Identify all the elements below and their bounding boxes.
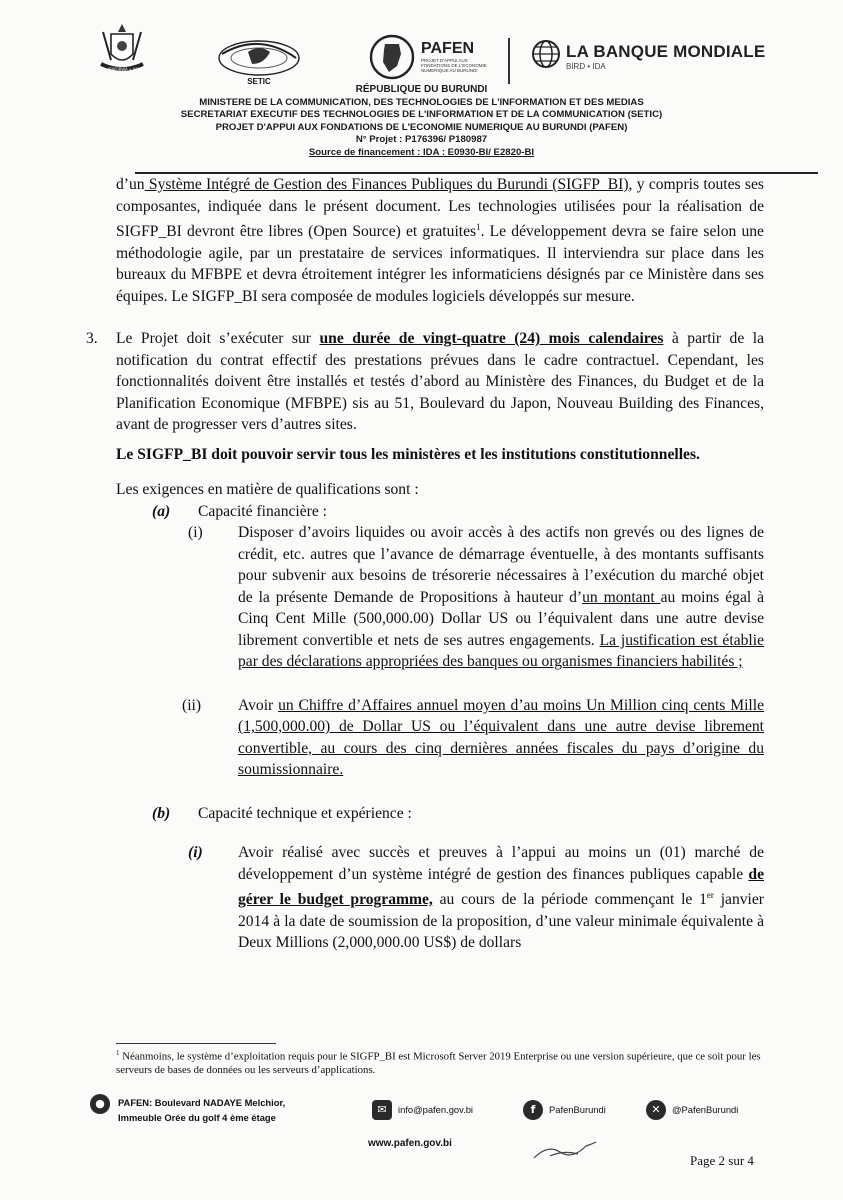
footer-address-line1: PAFEN: Boulevard NADAYE Melchior, xyxy=(118,1097,286,1108)
world-bank-subtitle: BIRD • IDA xyxy=(566,62,606,71)
item-a-ii-label: (ii) xyxy=(182,696,202,714)
footer-email[interactable]: info@pafen.gov.bi xyxy=(398,1104,474,1115)
bold-statement: Le SIGFP_BI doit pouvoir servir tous les ministères et les institutions constitutionnelles. xyxy=(116,445,700,463)
setic-logo xyxy=(212,34,306,90)
item-a-i-text: Disposer d’avoirs liquides ou avoir accès à des actifs non grevés ou des lignes de crédit, etc. autres que l’avance de démarrage éventuelle, à des montants suffisants pour subvenir aux besoins de trésorerie nécessaires à l’exécution du marché objet de la présente Demande de Propositions à hauteur d’un montant au moins égal à Cinq Cent Mille (500,000.00) Dollar US ou l’équivalent dans une autre devise librement convertible et nets de ses autres engagements. La justification est établie par des déclarations appropriées des banques ou organismes financiers habilités ; xyxy=(238,524,765,671)
letterhead-line: Source de financement : IDA : E0930-BI/ E2820-BI xyxy=(308,146,535,158)
item-a-ii xyxy=(116,695,764,781)
pafen-logo xyxy=(367,30,503,90)
footnote-mark: 1 xyxy=(116,1049,120,1057)
footnote xyxy=(116,1047,766,1077)
item-a-i-label: (i) xyxy=(188,524,203,542)
svg-text:SETIC: SETIC xyxy=(247,77,271,86)
pafen-subtitle: PROJET D'APPUI AUX FONDATIONS DE L'ECONOMIE NUMERIQUE AU BURUNDI xyxy=(421,58,487,73)
burundi-coat-of-arms-logo xyxy=(84,20,160,82)
requirements-intro: Les exigences en matière de qualifications sont : xyxy=(116,481,419,499)
item-b-i xyxy=(116,842,764,954)
x-twitter-icon: ✕ xyxy=(646,1100,666,1120)
globe-icon xyxy=(530,38,562,70)
svg-text:UBUMWE • IBIKORWA • AMAJAMBERE: UBUMWE • IBIKORWA • AMAJAMBERE xyxy=(84,67,160,72)
footer-x-handle[interactable]: @PafenBurundi xyxy=(672,1104,739,1115)
footnote-text: Néanmoins, le système d’exploitation requis pour le SIGFP_BI est Microsoft Server 2019 Enterprise ou une version supérieure, que ce soit pour les serveurs de bases de données ou les serveurs d’applications. xyxy=(116,1050,761,1076)
letterhead-line: RÉPUBLIQUE DU BURUNDI xyxy=(355,84,488,95)
section-b-label: (b) xyxy=(152,804,171,822)
letterhead-line: N° Projet : P176396/ P180987 xyxy=(355,134,488,146)
email-icon: ✉ xyxy=(372,1100,392,1120)
letterhead-line: PROJET D'APPUI AUX FONDATIONS DE L'ECONOMIE NUMERIQUE AU BURUNDI (PAFEN) xyxy=(215,121,628,133)
item-a-i xyxy=(116,522,764,673)
logo-separator xyxy=(508,38,510,84)
footnote-rule xyxy=(116,1043,276,1044)
section-a xyxy=(116,501,764,781)
footer-address-line2: Immeuble Orée du golf 4 ème étage xyxy=(118,1112,276,1123)
intro-paragraph: d’un Système Intégré de Gestion des Finances Publiques du Burundi (SIGFP_BI), y compris toutes ses composantes, indiquée dans le présent document. Les technologies utilisées pour la réalisation de SIGFP_BI devront être libres (Open Source) et gratuites$^1$. Le développement devra se faire selon une méthodologie agile, par un prestataire de services informatiques. Il interviendra sur place dans les bureaux du MFBPE et devra étroitement intégrer les informaticiens désignés par ce Ministère dans ses équipes. Le SIGFP_BI sera composée de modules logiciels développés sur mesure. xyxy=(116,176,764,305)
footer-website[interactable]: www.pafen.gov.bi xyxy=(368,1138,452,1149)
facebook-icon: f xyxy=(523,1100,543,1120)
list-number: 3. xyxy=(86,330,98,348)
world-bank-title: LA BANQUE MONDIALE xyxy=(566,42,766,61)
section-a-label: (a) xyxy=(152,502,171,520)
location-pin-icon: ● xyxy=(90,1094,110,1114)
footnote-ref: 1 xyxy=(476,222,481,232)
letterhead-line: MINISTERE DE LA COMMUNICATION, DES TECHNOLOGIES DE L'INFORMATION ET DES MEDIAS xyxy=(199,96,644,108)
item-a-ii-text: Avoir un Chiffre d’Affaires annuel moyen d’au moins Un Million cinq cents Mille (1,500,000.00) de Dollar US ou l’équivalent dans une autre devise librement convertible, au cours des cinq dernières années fiscales du pays d’origine du soumissionnaire. xyxy=(238,696,765,779)
letterhead-line: SECRETARIAT EXECUTIF DES TECHNOLOGIES DE L'INFORMATION ET DE LA COMMUNICATION (SETIC) xyxy=(180,109,663,121)
item-b-i-text: Avoir réalisé avec succès et preuves à l’appui au moins un (01) marché de développement d’un système intégré de gestion des finances publiques capable de gérer le budget programme, au cours de la période commençant le 1er janvier 2014 à la date de soumission de la proposition, d’une valeur minimale équivalente à Deux Millions (2,000,000.00 US$) de dollars xyxy=(238,844,764,952)
item-b-i-label: (i) xyxy=(188,844,203,862)
signature-image xyxy=(530,1138,600,1162)
item3-paragraph: Le Projet doit s’exécuter sur une durée de vingt-quatre (24) mois calendaires à partir de la notification du contrat effectif des prestations prévues dans le cadre contractuel. Cependant, les fonctionnalités doivent être installés et testés d’abord au Ministère des Finances, du Budget et de la Planification Economique (MFBPE) sis au 51, Boulevard du Japon, Nouveau Building des Finances, avant de progresser vers d’autres sites. xyxy=(116,330,764,434)
pafen-emblem-icon xyxy=(367,30,417,86)
section-b xyxy=(116,803,764,954)
letterhead-text xyxy=(0,84,843,160)
pafen-name: PAFEN xyxy=(421,40,475,57)
page-number: Page 2 sur 4 xyxy=(690,1153,754,1168)
world-bank-logo xyxy=(530,38,766,82)
section-b-title: Capacité technique et expérience : xyxy=(198,804,412,822)
section-a-title: Capacité financière : xyxy=(198,502,328,520)
list-item-3 xyxy=(86,328,764,436)
header-logos xyxy=(0,8,843,88)
document-body xyxy=(86,174,765,954)
footer-facebook[interactable]: PafenBurundi xyxy=(549,1104,606,1115)
